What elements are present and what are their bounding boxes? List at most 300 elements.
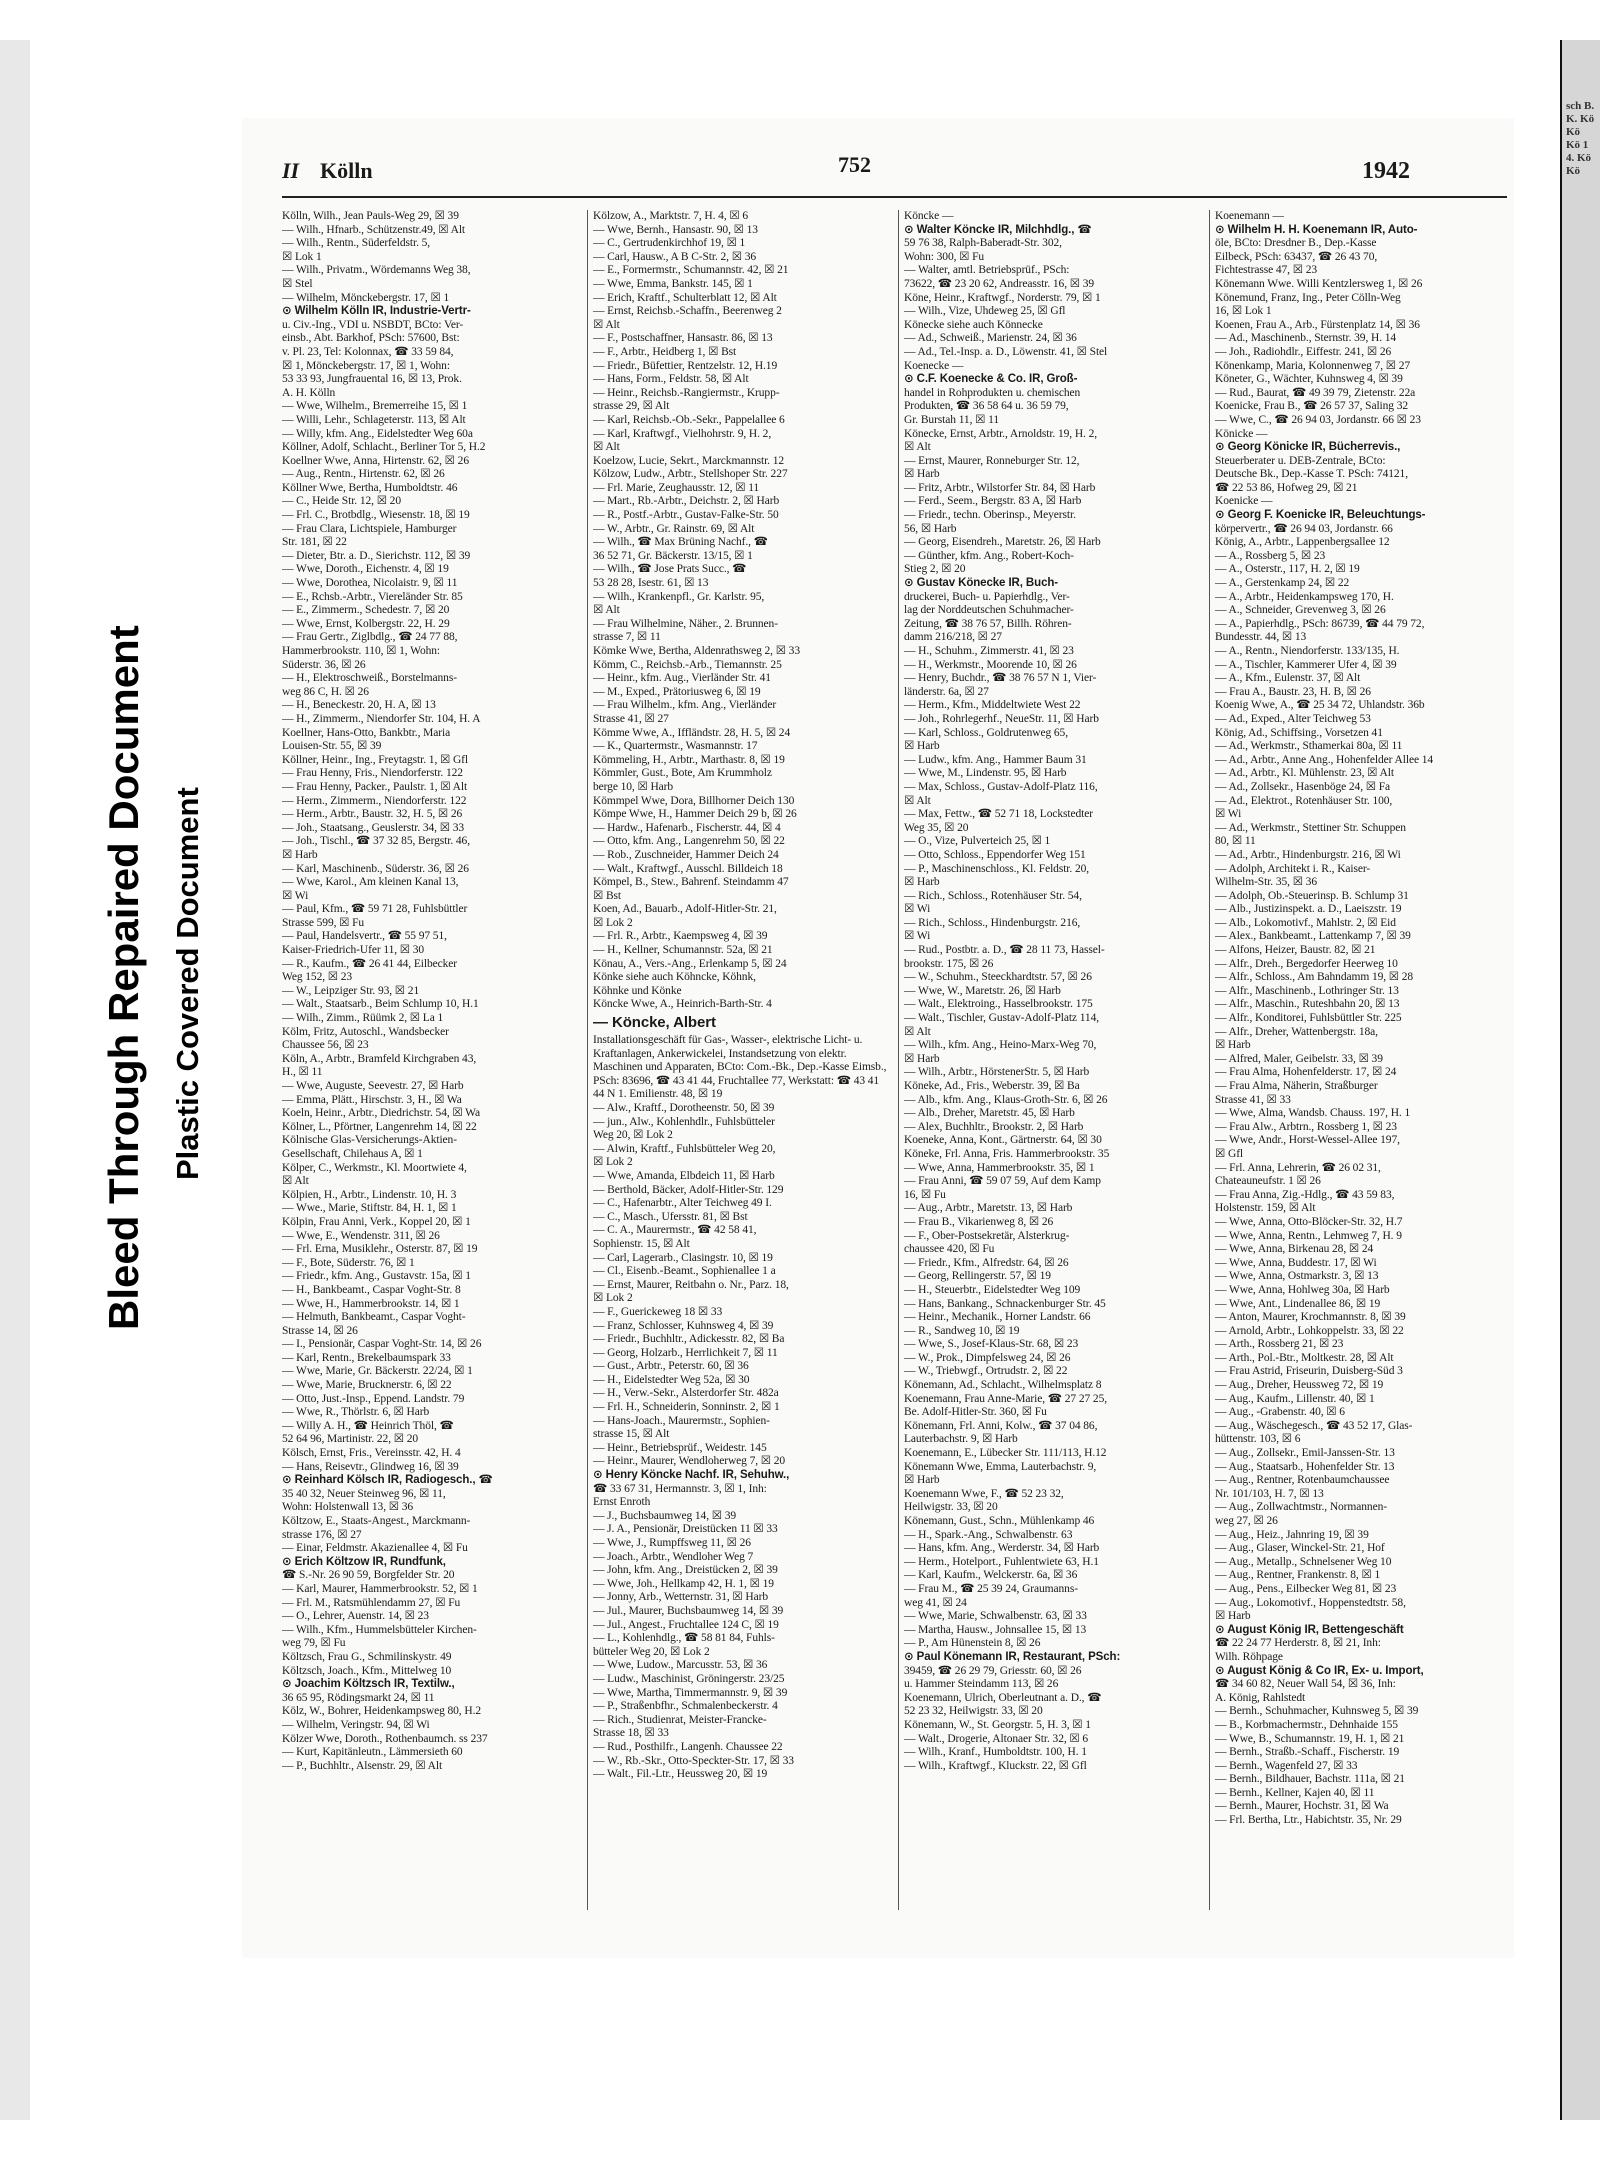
directory-entry: Eilbeck, PSch: 63437, ☎ 26 43 70, xyxy=(1215,250,1378,263)
directory-entry: — Wilh., Rentn., Süderfeldstr. 5, xyxy=(282,237,431,250)
directory-entry: — Berthold, Bäcker, Adolf-Hitler-Str. 129 xyxy=(593,1183,784,1196)
directory-entry: ⊙ Georg F. Koenicke IR, Beleuchtungs- xyxy=(1215,509,1426,522)
directory-entry: Koenecke — xyxy=(904,359,964,372)
directory-entry: — R., Sandweg 10, ☒ 19 xyxy=(904,1324,1020,1337)
directory-entry: Köln, A., Arbtr., Bramfeld Kirchgraben 43, xyxy=(282,1052,477,1065)
year: 1942 xyxy=(1362,158,1410,184)
directory-entry: ⊙ Georg Könicke IR, Bücherrevis., xyxy=(1215,441,1401,454)
directory-entry: — Willi, Lehr., Schlageterstr. 113, ☒ Alt xyxy=(282,413,466,426)
directory-entry: ☎ 22 24 77 Herderstr. 8, ☒ 21, Inh: xyxy=(1215,1637,1381,1650)
directory-entry: — Rob., Zuschneider, Hammer Deich 24 xyxy=(593,848,779,861)
directory-entry: — L., Kohlenhdlg., ☎ 58 81 84, Fuhls- xyxy=(593,1632,775,1645)
directory-entry: — Bernh., Wagenfeld 27, ☒ 33 xyxy=(1215,1759,1358,1772)
directory-entry: strasse 7, ☒ 11 xyxy=(593,631,661,644)
directory-entry: — Wwe, E., Wendenstr. 311, ☒ 26 xyxy=(282,1229,440,1242)
directory-entry: — Willy A. H., ☎ Heinrich Thöl, ☎ xyxy=(282,1419,454,1432)
directory-entry: — Frau Gertr., Ziglbdlg., ☎ 24 77 88, xyxy=(282,631,458,644)
directory-entry: ☎ 33 67 31, Hermannstr. 3, ☒ 1, Inh: xyxy=(593,1482,767,1495)
directory-entry: Kömmpel Wwe, Dora, Billhorner Deich 130 xyxy=(593,794,795,807)
directory-entry: — Aug., Heiz., Jahnring 19, ☒ 39 xyxy=(1215,1528,1369,1541)
directory-entry: Koenemann Wwe, F., ☎ 52 23 32, xyxy=(904,1487,1064,1500)
directory-entry: — Wilh., Hfnarb., Schützenstr.49, ☒ Alt xyxy=(282,223,466,236)
directory-entry: — Max, Schloss., Gustav-Adolf-Platz 116, xyxy=(904,780,1098,793)
directory-entry: Kölzow, A., Marktstr. 7, H. 4, ☒ 6 xyxy=(593,210,749,222)
directory-entry: Könecke, Ernst, Arbtr., Arnoldstr. 19, H. 2, xyxy=(904,427,1097,440)
directory-entry: Koeneke, Anna, Kont., Gärtnerstr. 64, ☒ 30 xyxy=(904,1134,1102,1147)
directory-entry: Sophienstr. 15, ☒ Alt xyxy=(593,1237,690,1250)
directory-entry: Koenemann, Frau Anne-Marie, ☎ 27 27 25, xyxy=(904,1392,1108,1405)
directory-entry: Chateauneufstr. 1 ☒ 26 xyxy=(1215,1175,1321,1188)
directory-entry: — Frau A., Baustr. 23, H. B, ☒ 26 xyxy=(1215,685,1371,698)
directory-entry: — Wwe, M., Lindenstr. 95, ☒ Harb xyxy=(904,767,1067,780)
directory-entry: — Cl., Eisenb.-Beamt., Sophienallee 1 a xyxy=(593,1265,776,1278)
directory-entry: — H., Schuhm., Zimmerstr. 41, ☒ 23 xyxy=(904,645,1074,657)
directory-entry: König, Ad., Schiffsing., Vorsetzen 41 xyxy=(1215,726,1383,739)
directory-entry: — Ludw., kfm. Ang., Hammer Baum 31 xyxy=(904,753,1087,766)
directory-entry: Koenig Wwe, A., ☎ 25 34 72, Uhlandstr. 36b xyxy=(1215,699,1425,712)
directory-entry: Wohn: 300, ☒ Fu xyxy=(904,250,985,263)
directory-entry: — Frau Wilhelmine, Näher., 2. Brunnen- xyxy=(593,617,778,630)
directory-entry: Koenemann, E., Lübecker Str. 111/113, H.12 xyxy=(904,1447,1107,1460)
directory-entry: — Arth., Rossberg 21, ☒ 23 xyxy=(1215,1338,1344,1351)
directory-entry: Weg 152, ☒ 23 xyxy=(282,971,353,984)
directory-entry: — Alwin, Kraftf., Fuhlsbütteler Weg 20, xyxy=(593,1142,776,1155)
directory-entry: Kölpin, Frau Anni, Verk., Koppel 20, ☒ 1 xyxy=(282,1215,471,1228)
directory-entry: Könenkamp, Maria, Kolonnenweg 7, ☒ 27 xyxy=(1215,359,1411,372)
directory-entry: — F., Bote, Süderstr. 76, ☒ 1 xyxy=(282,1256,415,1269)
directory-entry: — M., Exped., Prätoriusweg 6, ☒ 19 xyxy=(593,685,761,698)
directory-entry: ⊙ C.F. Koenecke & Co. IR, Groß- xyxy=(904,373,1078,386)
directory-entry: Deutsche Bk., Dep.-Kasse T. PSch: 74121, xyxy=(1215,468,1408,481)
directory-entry: — Ad., Werkmstr., Stettiner Str. Schuppen xyxy=(1215,821,1406,834)
directory-entry: — Frau B., Vikarienweg 8, ☒ 26 xyxy=(904,1215,1054,1228)
directory-entry: — Wilh., Kranf., Humboldtstr. 100, H. 1 xyxy=(904,1746,1087,1759)
directory-entry: 16, ☒ Lok 1 xyxy=(1215,305,1272,318)
directory-entry: strasse 29, ☒ Alt xyxy=(593,400,670,413)
directory-entry: — Wwe, Amanda, Elbdeich 11, ☒ Harb xyxy=(593,1169,775,1182)
directory-entry: strasse 176, ☒ 27 xyxy=(282,1528,362,1541)
directory-entry: — Karl, Kraftwgf., Vielhohrstr. 9, H. 2, xyxy=(593,427,772,440)
directory-entry: — Friedr., Kfm., Alfredstr. 64, ☒ 26 xyxy=(904,1256,1069,1269)
directory-entry: — Wwe, Karol., Am kleinen Kanal 13, xyxy=(282,876,459,889)
directory-entry: — Heinr., Reichsb.-Rangiermstr., Krupp- xyxy=(593,386,780,399)
directory-entry: Könke siehe auch Köhncke, Köhnk, xyxy=(593,971,756,984)
directory-entry: Költzsch, Frau G., Schmilinskystr. 49 xyxy=(282,1650,452,1663)
directory-entry: Köneke, Frl. Anna, Fris. Hammerbrookstr. 35 xyxy=(904,1147,1110,1160)
directory-entry: König, A., Arbtr., Lappenbergsallee 12 xyxy=(1215,536,1390,549)
directory-entry: — Wwe, Anna, Hammerbrookstr. 35, ☒ 1 xyxy=(904,1161,1095,1174)
directory-entry: — Joh., Radiohdlr., Eiffestr. 241, ☒ 26 xyxy=(1215,345,1392,358)
directory-entry: Költzow, E., Staats-Angest., Marckmann- xyxy=(282,1515,471,1527)
directory-entry: — Frl. H., Schneiderin, Sonninstr. 2, ☒ 1 xyxy=(593,1401,780,1414)
directory-entry: — Ad., Tel.-Insp. a. D., Löwenstr. 41, ☒ Stel xyxy=(904,345,1108,358)
directory-entry: Steuerberater u. DEB-Zentrale, BCto: xyxy=(1215,454,1386,467)
column-separator xyxy=(587,210,588,1910)
directory-entry: — Rud., Posthilfr., Langenh. Chaussee 22 xyxy=(593,1740,783,1753)
directory-entry: — Wwe, Martha, Timmermannstr. 9, ☒ 39 xyxy=(593,1686,788,1699)
directory-entry: — Wwe, Joh., Hellkamp 42, H. 1, ☒ 19 xyxy=(593,1577,774,1590)
directory-entry: — R., Kaufm., ☎ 26 41 44, Eilbecker xyxy=(282,957,457,970)
directory-entry: — Einar, Feldmstr. Akazienallee 4, ☒ Fu xyxy=(282,1542,468,1555)
directory-entry: ⊙ August König IR, Bettengeschäft xyxy=(1215,1623,1404,1636)
directory-entry: — Herm., Hotelport., Fuhlentwiete 63, H.1 xyxy=(904,1555,1099,1568)
directory-entry: ☒ Stel xyxy=(282,277,313,290)
directory-entry: — Karl, Rentn., Brekelbaumspark 33 xyxy=(282,1351,451,1364)
directory-entry: — Rich., Schloss., Rotenhäuser Str. 54, xyxy=(904,889,1082,902)
directory-entry: — Alb., Lokomotivf., Mahlstr. 2, ☒ Eid xyxy=(1215,916,1396,929)
directory-entry: — Karl, Kaufm., Welckerstr. 6a, ☒ 36 xyxy=(904,1569,1078,1582)
directory-entry: — Wilh., ☎ Jose Prats Succ., ☎ xyxy=(593,563,747,576)
directory-entry: ☒ Wi xyxy=(282,889,309,902)
directory-entry: ⊙ Wilhelm Kölln IR, Industrie-Vertr- xyxy=(282,305,471,318)
directory-entry: — C., Masch., Ufersstr. 81, ☒ Bst xyxy=(593,1210,748,1223)
directory-entry: Köllner, Adolf, Schlacht., Berliner Tor 5, H.2 xyxy=(282,441,486,454)
directory-entry: — Alfr., Dreher, Wattenbergstr. 18a, xyxy=(1215,1025,1378,1038)
directory-entry: — Anton, Maurer, Krochmannstr. 8, ☒ 39 xyxy=(1215,1311,1406,1324)
directory-entry: Kölper, C., Werkmstr., Kl. Moortwiete 4, xyxy=(282,1161,467,1174)
directory-entry: — Rud., Postbtr. a. D., ☎ 28 11 73, Hassel- xyxy=(904,944,1105,957)
directory-entry: — Otto, kfm. Ang., Langenrehm 50, ☒ 22 xyxy=(593,835,785,848)
directory-entry: — Emma, Plätt., Hirschstr. 3, H., ☒ Wa xyxy=(282,1093,462,1106)
directory-entry: — P., Am Hünenstein 8, ☒ 26 xyxy=(904,1637,1041,1650)
directory-entry: — Alfons, Heizer, Baustr. 82, ☒ 21 xyxy=(1215,944,1376,957)
directory-entry: 56, ☒ Harb xyxy=(904,522,957,535)
directory-entry: — Wwe, Marie, Brucknerstr. 6, ☒ 22 xyxy=(282,1379,452,1392)
directory-entry: — C. A., Maurermstr., ☎ 42 58 41, xyxy=(593,1224,757,1237)
directory-entry: — Carl, Hausw., A B C-Str. 2, ☒ 36 xyxy=(593,250,757,263)
directory-entry: — Hans, Bankang., Schnackenburger Str. 45 xyxy=(904,1297,1106,1310)
directory-entry: Süderstr. 36, ☒ 26 xyxy=(282,658,366,671)
directory-entry: — Friedr., kfm. Ang., Gustavstr. 15a, ☒ 1 xyxy=(282,1270,471,1283)
directory-entry: Köneter, G., Wächter, Kuhnsweg 4, ☒ 39 xyxy=(1215,373,1403,386)
directory-entry: weg 79, ☒ Fu xyxy=(282,1637,346,1650)
directory-entry: — Wwe, Ernst, Kolbergstr. 22, H. 29 xyxy=(282,617,450,630)
directory-entry: ☒ Bst xyxy=(593,889,622,902)
directory-entry: ☒ Harb xyxy=(904,1474,940,1487)
directory-entry: Köllner, Heinr., Ing., Freytagstr. 1, ☒ Gfl xyxy=(282,753,469,766)
directory-entry: — E., Formermstr., Schumannstr. 42, ☒ 21 xyxy=(593,264,789,277)
directory-entry: — Joh., Rohrlegerhf., NeueStr. 11, ☒ Harb xyxy=(904,712,1099,725)
directory-entry: — Alfr., Maschin., Ruteshbahn 20, ☒ 13 xyxy=(1215,998,1400,1011)
adjacent-page-edge xyxy=(1560,40,1600,2120)
directory-entry: — Frau Astrid, Friseurin, Duisberg-Süd 3 xyxy=(1215,1365,1403,1378)
directory-entry: Gesellschaft, Chilehaus A, ☒ 1 xyxy=(282,1147,423,1160)
directory-entry: Strasse 18, ☒ 33 xyxy=(593,1727,669,1740)
directory-entry: — Frau M., ☎ 25 39 24, Graumanns- xyxy=(904,1582,1078,1595)
directory-entry: — Aug., Staatsarb., Hohenfelder Str. 13 xyxy=(1215,1460,1395,1473)
directory-entry: ☒ Wi xyxy=(904,903,931,916)
directory-entry: lag der Norddeutschen Schuhmacher- xyxy=(904,604,1074,617)
directory-entry: — A., Schneider, Grevenweg 3, ☒ 26 xyxy=(1215,604,1386,617)
directory-entry: — Mart., Rb.-Arbtr., Deichstr. 2, ☒ Harb xyxy=(593,495,780,508)
directory-entry: 36 52 71, Gr. Bäckerstr. 13/15, ☒ 1 xyxy=(593,549,753,562)
directory-entry: weg 27, ☒ 26 xyxy=(1215,1515,1278,1527)
directory-entry: — Hans, Reisevtr., Glindweg 16, ☒ 39 xyxy=(282,1460,459,1473)
directory-entry: Könemann, Frl. Anni, Kolw., ☎ 37 04 86, xyxy=(904,1419,1098,1432)
directory-entry: — Heinr., kfm. Aug., Vierländer Str. 41 xyxy=(593,672,771,685)
directory-entry: Kölner, L., Pförtner, Langenrehm 14, ☒ 22 xyxy=(282,1120,477,1133)
directory-entry: — Joh., Tischl., ☎ 37 32 85, Bergstr. 46, xyxy=(282,835,470,848)
directory-entry: 35 40 32, Neuer Steinweg 96, ☒ 11, xyxy=(282,1487,446,1500)
directory-entry: — F., Arbtr., Heidberg 1, ☒ Bst xyxy=(593,345,737,358)
directory-entry: — W., Schuhm., Steeckhardtstr. 57, ☒ 26 xyxy=(904,971,1092,984)
directory-entry: — Frl. R., Arbtr., Kaempsweg 4, ☒ 39 xyxy=(593,930,768,943)
directory-entry: — Wwe, Anna, Rentn., Lehmweg 7, H. 9 xyxy=(1215,1229,1402,1242)
directory-entry: ⊙ Reinhard Kölsch IR, Radiogesch., ☎ xyxy=(282,1474,493,1487)
directory-entry: — Ad., Arbtr., Kl. Mühlenstr. 23, ☒ Alt xyxy=(1215,767,1394,780)
directory-entry: — Wwe, Wilhelm., Bremerreihe 15, ☒ 1 xyxy=(282,400,468,413)
directory-entry: — Alex, Buchhltr., Brookstr. 2, ☒ Harb xyxy=(904,1120,1084,1133)
directory-entry: — Wwe, B., Schumannstr. 19, H. 1, ☒ 21 xyxy=(1215,1732,1405,1745)
directory-entry: — Wilh., Privatm., Wördemanns Weg 38, xyxy=(282,264,471,277)
directory-entry: Koenemann, Ulrich, Oberleutnant a. D., ☎ xyxy=(904,1691,1102,1704)
directory-entry: — Aug., Lokomotivf., Hoppenstedtstr. 58, xyxy=(1215,1596,1406,1609)
directory-entry: Kölsch, Ernst, Fris., Vereinsstr. 42, H. 4 xyxy=(282,1447,461,1460)
directory-entry: — Rich., Studienrat, Meister-Francke- xyxy=(593,1713,767,1726)
directory-entry: Bundesstr. 44, ☒ 13 xyxy=(1215,631,1307,644)
directory-entry: — Frau Henny, Packer., Paulstr. 1, ☒ Alt xyxy=(282,780,468,793)
directory-entry: Koellner Wwe, Anna, Hirtenstr. 62, ☒ 26 xyxy=(282,454,469,467)
directory-entry: — H., Eidelstedter Weg 52a, ☒ 30 xyxy=(593,1373,750,1386)
directory-entry: — Max, Fettw., ☎ 52 71 18, Lockstedter xyxy=(904,808,1093,821)
directory-entry: — Wwe, Andr., Horst-Wessel-Allee 197, xyxy=(1215,1134,1400,1147)
directory-entry: — Frl. Bertha, Ltr., Habichtstr. 35, Nr. 29 xyxy=(1215,1814,1402,1827)
directory-entry: Könemund, Franz, Ing., Peter Cölln-Weg xyxy=(1215,291,1401,304)
directory-entry: Kaiser-Friedrich-Ufer 11, ☒ 30 xyxy=(282,944,425,957)
directory-entry: — Ad., Arbtr., Hindenburgstr. 216, ☒ Wi xyxy=(1215,848,1401,861)
directory-entry: — Henry, Buchdr., ☎ 38 76 57 N 1, Vier- xyxy=(904,672,1097,685)
directory-entry: Köneke, Ad., Fris., Weberstr. 39, ☒ Ba xyxy=(904,1080,1080,1092)
directory-entry: Koenicke — xyxy=(1215,495,1273,508)
directory-entry: — Ad., Arbtr., Anne Ang., Hohenfelder Allee 14 xyxy=(1215,753,1434,766)
directory-entry: ☒ Alt xyxy=(593,318,620,331)
directory-entry: Kölln, Wilh., Jean Pauls-Weg 29, ☒ 39 xyxy=(282,210,459,222)
directory-entry: Heilwigstr. 33, ☒ 20 xyxy=(904,1501,998,1514)
directory-entry: — Bernh., Maurer, Hochstr. 31, ☒ Wa xyxy=(1215,1800,1389,1813)
directory-entry: ☒ Harb xyxy=(904,1052,940,1065)
directory-entry: Kömme Wwe, A., Iffländstr. 28, H. 5, ☒ 24 xyxy=(593,726,791,739)
directory-entry: hüttenstr. 103, ☒ 6 xyxy=(1215,1433,1301,1446)
directory-entry: — Frau Alma, Hohenfelderstr. 17, ☒ 24 xyxy=(1215,1066,1397,1079)
directory-entry: — E., Zimmerm., Schedestr. 7, ☒ 20 xyxy=(282,604,450,617)
directory-entry: Kölm, Fritz, Autoschl., Wandsbecker xyxy=(282,1025,449,1038)
directory-entry: u. Hammer Steindamm 113, ☒ 26 xyxy=(904,1678,1059,1691)
directory-entry: Weg 35, ☒ 20 xyxy=(904,821,969,834)
directory-entry: 52 64 96, Martinistr. 22, ☒ 20 xyxy=(282,1433,419,1446)
directory-entry: ☎ 34 60 82, Neuer Wall 54, ☒ 36, Inh: xyxy=(1215,1678,1396,1691)
directory-entry: ⊙ Gustav Könecke IR, Buch- xyxy=(904,577,1059,590)
directory-entry: — Wwe, Auguste, Seevestr. 27, ☒ Harb xyxy=(282,1080,464,1092)
directory-entry: Kömmeling, H., Arbtr., Marthastr. 8, ☒ 19 xyxy=(593,753,785,766)
directory-entry: u. Civ.-Ing., VDI u. NSBDT, BCto: Ver- xyxy=(282,318,464,331)
directory-entry: — Aug., Pens., Eilbecker Weg 81, ☒ 23 xyxy=(1215,1582,1397,1595)
directory-entry: — P., Buchhltr., Alsenstr. 29, ☒ Alt xyxy=(282,1759,443,1772)
directory-entry: — Wwe, Alma, Wandsb. Chauss. 197, H. 1 xyxy=(1215,1107,1411,1120)
directory-entry: — Wilh., kfm. Ang., Heino-Marx-Weg 70, xyxy=(904,1039,1097,1052)
directory-entry: handel in Rohprodukten u. chemischen xyxy=(904,386,1081,399)
directory-entry: Fichtestrasse 47, ☒ 23 xyxy=(1215,264,1318,277)
directory-entry: Köllner Wwe, Bertha, Humboldtstr. 46 xyxy=(282,481,458,494)
column-4 xyxy=(1215,210,1515,1910)
directory-entry: ☒ Wi xyxy=(1215,808,1242,821)
directory-entry: — Fritz, Arbtr., Wilstorfer Str. 84, ☒ Harb xyxy=(904,481,1096,494)
directory-entry: ☒ Alt xyxy=(904,441,931,454)
directory-entry: — Bernh., Kellner, Kajen 40, ☒ 11 xyxy=(1215,1786,1375,1799)
directory-entry: — Aug., Arbtr., Maretstr. 13, ☒ Harb xyxy=(904,1202,1073,1215)
directory-entry: Wohn: Holstenwall 13, ☒ 36 xyxy=(282,1501,414,1514)
directory-entry: — Bernh., Straßb.-Schaff., Fischerstr. 19 xyxy=(1215,1746,1400,1759)
directory-page xyxy=(242,118,1514,1958)
directory-entry: — Wwe., Marie, Stiftstr. 84, H. 1, ☒ 1 xyxy=(282,1202,457,1215)
directory-entry: ⊙ August König & Co IR, Ex- u. Import, xyxy=(1215,1664,1424,1677)
directory-entry: strasse 15, ☒ Alt xyxy=(593,1428,670,1441)
directory-entry: 53 33 93, Jungfrauental 16, ☒ 13, Prok. xyxy=(282,373,462,386)
directory-entry: — Aug., Wäschegesch., ☎ 43 52 17, Glas- xyxy=(1215,1419,1413,1432)
directory-entry: — Wwe, Marie, Gr. Bäckerstr. 22/24, ☒ 1 xyxy=(282,1365,473,1378)
directory-entry: — Günther, kfm. Ang., Robert-Koch- xyxy=(904,549,1074,562)
directory-entry: Költzsch, Joach., Kfm., Mittelweg 10 xyxy=(282,1664,452,1677)
directory-entry: — Frau Henny, Fris., Niendorferstr. 122 xyxy=(282,767,463,780)
page-number: 752 xyxy=(838,152,871,177)
directory-entry: — Ludw., Maschinist, Gröningerstr. 23/25 xyxy=(593,1672,785,1685)
directory-entry: ☒ Alt xyxy=(282,1175,309,1188)
directory-entry: — Bernh., Schuhmacher, Kuhnsweg 5, ☒ 39 xyxy=(1215,1705,1419,1718)
directory-entry: Strasse 599, ☒ Fu xyxy=(282,916,365,929)
directory-entry: länderstr. 6a, ☒ 27 xyxy=(904,685,989,698)
directory-entry: Ernst Enroth xyxy=(593,1496,651,1509)
directory-entry: Könemann, W., St. Georgstr. 5, H. 3, ☒ 1 xyxy=(904,1718,1091,1731)
directory-entry: — W., Rb.-Skr., Otto-Speckter-Str. 17, ☒ 33 xyxy=(593,1754,794,1767)
directory-entry: — Friedr., Büfettier, Rentzelstr. 12, H.19 xyxy=(593,359,778,372)
directory-entry: Kölzer Wwe, Doroth., Rothenbaumch. ss 237 xyxy=(282,1732,488,1745)
directory-entry: — Walt., Kraftwgf., Ausschl. Billdeich 18 xyxy=(593,862,783,875)
directory-entry: weg 86 C, H. ☒ 26 xyxy=(282,685,369,698)
directory-entry: — Wwe, Ludow., Marcusstr. 53, ☒ 36 xyxy=(593,1659,768,1672)
directory-entry: — Ad., Zollsekr., Hasenböge 24, ☒ Fa xyxy=(1215,780,1391,793)
directory-entry: — Wilh., Zimm., Rüümk 2, ☒ La 1 xyxy=(282,1012,444,1025)
directory-entry: — Köncke, Albert xyxy=(593,1014,716,1032)
directory-entry: Koen, Ad., Bauarb., Adolf-Hitler-Str. 21, xyxy=(593,903,777,916)
directory-entry: Chaussee 56, ☒ 23 xyxy=(282,1039,369,1052)
directory-entry: — Herm., Kfm., Middeltwiete West 22 xyxy=(904,699,1081,712)
directory-entry: — Jul., Maurer, Buchsbaumweg 14, ☒ 39 xyxy=(593,1604,784,1617)
column-2 xyxy=(593,210,893,1910)
directory-entry: — H., Verw.-Sekr., Alsterdorfer Str. 482a xyxy=(593,1387,779,1400)
directory-entry: — Wwe, Ant., Lindenallee 86, ☒ 19 xyxy=(1215,1297,1381,1310)
directory-entry: — C., Gertrudenkirchhof 19, ☒ 1 xyxy=(593,237,746,250)
directory-entry: Wilh. Röhpage xyxy=(1215,1650,1283,1663)
directory-entry: — Ad., Schweiß., Marienstr. 24, ☒ 36 xyxy=(904,332,1077,345)
directory-entry: — Wwe, Anna, Buddestr. 17, ☒ Wi xyxy=(1215,1256,1377,1269)
directory-entry: Produkten, ☎ 36 58 64 u. 36 59 79, xyxy=(904,400,1069,413)
directory-entry: — A., Osterstr., 117, H. 2, ☒ 19 xyxy=(1215,563,1360,576)
directory-entry: — Alfred, Maler, Geibelstr. 33, ☒ 39 xyxy=(1215,1052,1383,1065)
directory-entry: — Carl, Lagerarb., Clasingstr. 10, ☒ 19 xyxy=(593,1251,773,1264)
directory-entry: bütteler Weg 20, ☒ Lok 2 xyxy=(593,1645,710,1658)
advertisement-block: Installationsgeschäft für Gas-, Wasser-, elektrische Licht- u. Kraftanlagen, Ankerwickelei, Instandsetzung von elektr. Maschinen und Apparaten, BCto: Com.-Bk., Dep.-Kasse Eimsb., PSch: 83696, ☎ 43 41 44, Fruchtallee 77, Werkstatt: ☎ 43 41 44 N 1. Emilienstr. 48, ☒ 19 xyxy=(593,1034,887,1101)
directory-entry: — Wwe, Doroth., Eichenstr. 4, ☒ 19 xyxy=(282,563,449,576)
directory-entry: — Jul., Angest., Fruchtallee 124 C, ☒ 19 xyxy=(593,1618,779,1631)
directory-entry: — Paul, Handelsvertr., ☎ 55 97 51, xyxy=(282,930,447,943)
directory-entry: — Joh., Staatsang., Geuslerstr. 34, ☒ 33 xyxy=(282,821,464,834)
directory-entry: — Hans, kfm. Ang., Werderstr. 34, ☒ Harb xyxy=(904,1542,1100,1555)
directory-entry: — Aug., Kaufm., Lillenstr. 40, ☒ 1 xyxy=(1215,1392,1375,1405)
directory-entry: weg 41, ☒ 24 xyxy=(904,1596,967,1609)
directory-entry: — H., Werkmstr., Moorende 10, ☒ 26 xyxy=(904,658,1077,671)
directory-entry: Strasse 14, ☒ 26 xyxy=(282,1324,358,1337)
directory-entry: ⊙ Henry Köncke Nachf. IR, Sehuhw., xyxy=(593,1469,790,1482)
directory-entry: — Erich, Kraftf., Schulterblatt 12, ☒ Alt xyxy=(593,291,777,304)
directory-entry: — W., Leipziger Str. 93, ☒ 21 xyxy=(282,984,420,997)
column-1 xyxy=(282,210,582,1910)
directory-entry: — Wwe, Anna, Ostmarkstr. 3, ☒ 13 xyxy=(1215,1270,1379,1283)
directory-entry: Lauterbachstr. 9, ☒ Harb xyxy=(904,1433,1018,1446)
directory-entry: — Walter, amtl. Betriebsprüf., PSch: xyxy=(904,264,1070,277)
directory-entry: Kömpe Wwe, H., Hammer Deich 29 b, ☒ 26 xyxy=(593,808,797,821)
directory-entry: — Karl, Schloss., Goldrutenweg 65, xyxy=(904,726,1068,739)
directory-entry: — H., Steuerbtr., Eidelstedter Weg 109 xyxy=(904,1283,1081,1296)
directory-entry: damm 216/218, ☒ 27 xyxy=(904,631,1002,644)
directory-entry: — Bernh., Bildhauer, Bachstr. 111a, ☒ 21 xyxy=(1215,1773,1405,1786)
directory-entry: — Adolph, Ob.-Steuerinsp. B. Schlump 31 xyxy=(1215,889,1409,902)
directory-entry: Kölz, W., Bohrer, Heidenkampsweg 80, H.2 xyxy=(282,1705,481,1718)
directory-entry: — Friedr., Buchhltr., Adickesstr. 82, ☒ Ba xyxy=(593,1333,785,1346)
directory-entry: — Karl, Maurer, Hammerbrookstr. 52, ☒ 1 xyxy=(282,1582,478,1595)
directory-entry: — F., Ober-Postsekretär, Alsterkrug- xyxy=(904,1229,1070,1242)
directory-entry: — Ad., Exped., Alter Teichweg 53 xyxy=(1215,712,1371,725)
directory-entry: — Martha, Hausw., Johnsallee 15, ☒ 13 xyxy=(904,1623,1087,1636)
directory-entry: einsb., Abt. Barkhof, PSch: 57600, Bst: xyxy=(282,332,460,345)
directory-entry: — Walt., Tischler, Gustav-Adolf-Platz 114, xyxy=(904,1012,1100,1025)
directory-entry: — Aug., Glaser, Winckel-Str. 21, Hof xyxy=(1215,1542,1385,1555)
directory-entry: — Frl. M., Ratsmühlendamm 27, ☒ Fu xyxy=(282,1596,461,1609)
directory-entry: Kömmler, Gust., Bote, Am Krummholz xyxy=(593,767,772,780)
directory-entry: — Wwe, R., Thörlstr. 6, ☒ Harb xyxy=(282,1406,430,1419)
directory-entry: — C., Heide Str. 12, ☒ 20 xyxy=(282,495,401,508)
directory-entry: — Heinr., Mechanik., Horner Landstr. 66 xyxy=(904,1311,1091,1324)
directory-entry: — Wwe, S., Josef-Klaus-Str. 68, ☒ 23 xyxy=(904,1338,1079,1351)
directory-entry: — Alb., Justizinspekt. a. D., Laeiszstr. 19 xyxy=(1215,903,1402,916)
directory-entry: — Herm., Arbtr., Baustr. 32, H. 5, ☒ 26 xyxy=(282,808,463,821)
directory-entry: öle, BCto: Dresdner B., Dep.-Kasse xyxy=(1215,237,1377,250)
directory-entry: — Frau Wilhelm., kfm. Ang., Vierländer xyxy=(593,699,777,712)
directory-entry: — Heinr., Maurer, Wendloherweg 7, ☒ 20 xyxy=(593,1455,786,1468)
directory-entry: Könemann Wwe, Emma, Lauterbachstr. 9, xyxy=(904,1460,1097,1473)
directory-entry: — Alfr., Konditorei, Fuhlsbüttler Str. 225 xyxy=(1215,1012,1402,1025)
directory-entry: Koellner, Hans-Otto, Bankbtr., Maria xyxy=(282,726,451,739)
directory-entry: ☒ Alt xyxy=(904,1025,931,1038)
directory-entry: — Joach., Arbtr., Wendloher Weg 7 xyxy=(593,1550,754,1563)
directory-entry: — Friedr., techn. Oberinsp., Meyerstr. xyxy=(904,509,1076,522)
directory-entry: ☒ Harb xyxy=(1215,1039,1251,1052)
directory-entry: — R., Postf.-Arbtr., Gustav-Falke-Str. 50 xyxy=(593,509,779,522)
directory-entry: — E., Rchsb.-Arbtr., Viereländer Str. 85 xyxy=(282,590,463,603)
directory-entry: — Ad., Werkmstr., Sthamerkai 80a, ☒ 11 xyxy=(1215,740,1403,753)
directory-entry: ☒ Harb xyxy=(904,468,940,481)
column-3 xyxy=(904,210,1204,1910)
directory-entry: brookstr. 175, ☒ 26 xyxy=(904,957,994,970)
directory-entry: 80, ☒ 11 xyxy=(1215,835,1256,848)
directory-entry: Str. 181, ☒ 22 xyxy=(282,536,347,549)
directory-entry: — Ernst, Maurer, Ronneburger Str. 12, xyxy=(904,454,1080,467)
directory-entry: — Wwe, H., Hammerbrookstr. 14, ☒ 1 xyxy=(282,1297,460,1310)
directory-entry: — Wilh., Arbtr., HörstenerStr. 5, ☒ Harb xyxy=(904,1066,1090,1079)
directory-entry: — Wilh., ☎ Max Brüning Nachf., ☎ xyxy=(593,536,768,549)
directory-entry: Strasse 41, ☒ 27 xyxy=(593,712,669,725)
directory-entry: Koenicke, Frau B., ☎ 26 57 37, Saling 32 xyxy=(1215,400,1409,413)
directory-entry: — Frau Alw., Arbtrn., Rossberg 1, ☒ 23 xyxy=(1215,1120,1397,1133)
directory-entry: — Hans, Form., Feldstr. 58, ☒ Alt xyxy=(593,373,749,386)
